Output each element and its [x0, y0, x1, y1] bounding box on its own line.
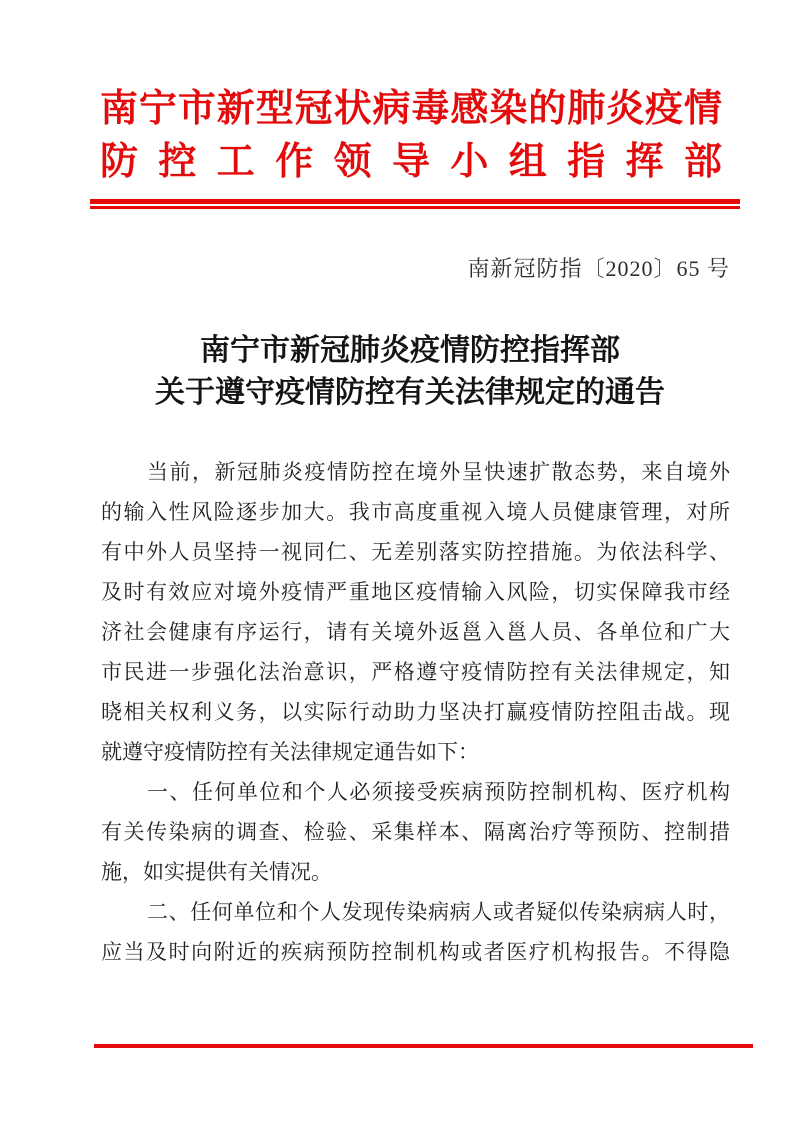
body-line: 就遵守疫情防控有关法律规定通告如下：	[101, 740, 479, 764]
body-line: 晓相关权利义务，以实际行动助力坚决打赢疫情防控阻击战。现	[101, 700, 730, 724]
body-line: 应当及时向附近的疾病预防控制机构或者医疗机构报告。不得隐	[101, 940, 730, 964]
body-paragraph	[101, 892, 730, 972]
body-line: 二、任何单位和个人发现传染病病人或者疑似传染病病人时，	[147, 900, 730, 924]
body-line: 市民进一步强化法治意识，严格遵守疫情防控有关法律规定，知	[101, 660, 730, 684]
document-body	[101, 452, 730, 972]
letterhead-line-1: 南宁市新型冠状病毒感染的肺炎疫情	[100, 88, 722, 130]
body-line: 一、任何单位和个人必须接受疾病预防控制机构、医疗机构	[147, 780, 730, 804]
body-line: 有中外人员坚持一视同仁、无差别落实防控措施。为依法科学、	[101, 540, 730, 564]
body-paragraph	[101, 772, 730, 892]
body-line: 的输入性风险逐步加大。我市高度重视入境人员健康管理，对所	[101, 500, 730, 524]
letterhead-double-rule	[90, 199, 740, 209]
document-title	[95, 330, 725, 414]
document-title-line-1: 南宁市新冠肺炎疫情防控指挥部	[200, 334, 620, 367]
body-line: 施，如实提供有关情况。	[101, 860, 332, 884]
body-line: 有关传染病的调查、检验、采集样本、隔离治疗等预防、控制措	[101, 820, 730, 844]
letterhead	[100, 83, 722, 189]
body-line: 当前，新冠肺炎疫情防控在境外呈快速扩散态势，来自境外	[147, 460, 730, 484]
body-line: 及时有效应对境外疫情严重地区疫情输入风险，切实保障我市经	[101, 580, 730, 604]
body-paragraph	[101, 452, 730, 772]
document-number: 南新冠防指〔2020〕65 号	[467, 256, 730, 281]
letterhead-line-2: 防控工作领导小组指挥部	[100, 141, 722, 183]
document-title-line-2: 关于遵守疫情防控有关法律规定的通告	[155, 376, 665, 409]
body-line: 济社会健康有序运行，请有关境外返邕入邕人员、各单位和广大	[101, 620, 730, 644]
footer-rule	[94, 1044, 753, 1048]
